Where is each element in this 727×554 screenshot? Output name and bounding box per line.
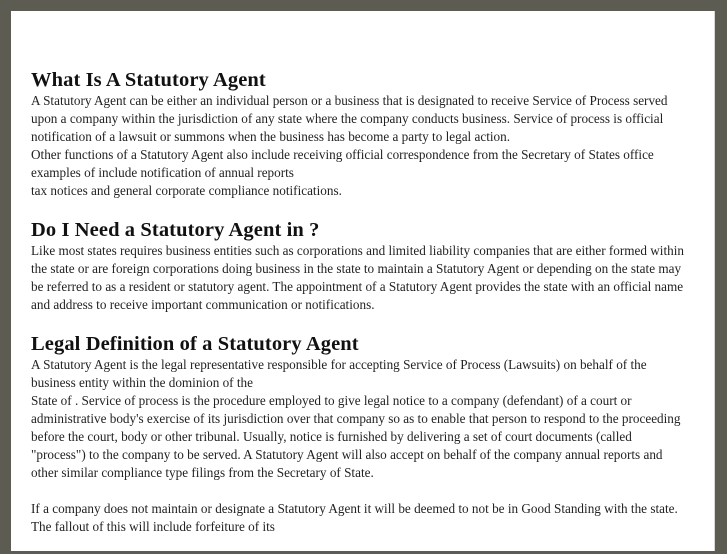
section-heading: Legal Definition of a Statutory Agent [31,333,359,355]
section-legal-definition [31,332,701,536]
text-line: administrative body's exercise of its jurisdiction over that company so as to enable that person to respond to the proceeding [31,411,681,426]
text-line: Like most states requires business entities such as corporations and limited liability companies that are either formed within [31,243,684,258]
section-followup [31,500,701,536]
section-what-is-statutory-agent [31,68,701,200]
text-line: the state or are foreign corporations doing business in the state to maintain a Statutory Agent or depending on the state may [31,261,682,276]
text-line: Other functions of a Statutory Agent also include receiving official correspondence from the Secretary of States office [31,147,654,162]
text-line: examples of include notification of annual reports [31,165,294,180]
text-line: State of . Service of process is the procedure employed to give legal notice to a company (defendant) of a court or [31,393,632,408]
section-body [31,92,701,200]
article-content [31,68,701,554]
text-line: upon a company within the jurisdiction of any state where the company conducts business. Service of process is official [31,111,664,126]
document-page [11,11,715,551]
text-line: A Statutory Agent can be either an individual person or a business that is designated to receive Service of Process served [31,93,668,108]
text-line: If a company does not maintain or designate a Statutory Agent it will be deemed to not be in Good Standing with the state. [31,501,678,516]
text-line: A Statutory Agent is the legal representative responsible for accepting Service of Process (Lawsuits) on behalf of the [31,357,647,372]
text-line: "process") to the company to be served. A Statutory Agent will also accept on behalf of the company annual reports and [31,447,663,462]
text-line: The fallout of this will include forfeiture of its [31,519,275,534]
section-body [31,356,701,482]
text-line: other similar compliance type filings from the Secretary of State. [31,465,374,480]
text-line: be referred to as a resident or statutory agent. The appointment of a Statutory Agent provides the state with an official name [31,279,684,294]
section-body [31,242,701,314]
text-line: before the court, body or other tribunal. Usually, notice is furnished by delivering a set of court documents (called [31,429,632,444]
text-line: and address to receive important communication or notifications. [31,297,375,312]
text-line: business entity within the dominion of the [31,375,253,390]
paragraph-spacer [31,482,701,500]
section-do-i-need-agent [31,218,701,314]
section-heading: What Is A Statutory Agent [31,69,266,91]
text-line: notification of a lawsuit or summons when the business has become a party to legal action. [31,129,511,144]
section-heading: Do I Need a Statutory Agent in ? [31,219,320,241]
text-line: tax notices and general corporate compliance notifications. [31,183,342,198]
